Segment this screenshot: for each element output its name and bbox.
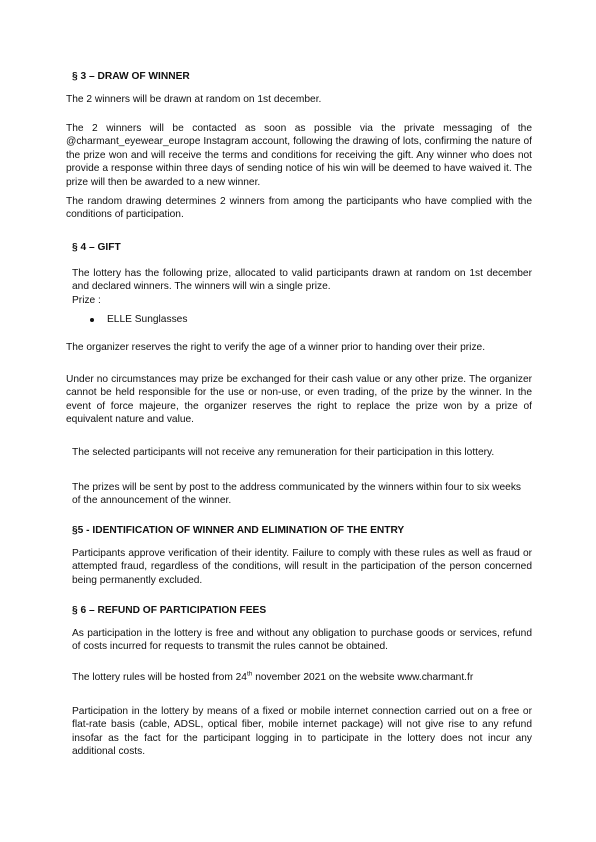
ordinal-suffix: th [246, 670, 253, 678]
hosted-website-text: november 2021 on the website www.charmant.fr [252, 672, 474, 683]
prize-list-item [90, 313, 390, 327]
bullet-icon [90, 318, 94, 322]
prize-item-text: ELLE Sunglasses [107, 314, 188, 325]
section-5-paragraph-1: Participants approve verification of their identity. Failure to comply with these rules as well as fraud or attempted fraud, regardless of the conditions, will result in the participation of the person concerned being permanently excluded. [72, 548, 532, 586]
section-6-paragraph-2 [72, 671, 532, 684]
section-4-paragraph-1: The lottery has the following prize, allocated to valid participants drawn at random on 1st december and declared winners. The winners will win a single prize. [72, 268, 532, 293]
section-3-paragraph-1: The 2 winners will be drawn at random on 1st december. [66, 94, 322, 105]
section-4-heading: § 4 – GIFT [72, 242, 121, 253]
prize-label: Prize : [72, 295, 101, 306]
section-6-paragraph-3: Participation in the lottery by means of a fixed or mobile internet connection carried out on a free or flat-rate basis (cable, ADSL, optical fiber, mobile internet package) will not give rise to any refund insofar as the fact for the participant logging in to participate in the lottery does not incur any additional costs. [72, 706, 532, 758]
hosted-from-text: The lottery rules will be hosted from 24 [72, 672, 247, 683]
section-3-heading: § 3 – DRAW OF WINNER [72, 71, 190, 82]
section-6-heading: § 6 – REFUND OF PARTICIPATION FEES [72, 605, 267, 616]
section-6-paragraph-1: As participation in the lottery is free and without any obligation to purchase goods or services, refund of costs incurred for requests to transmit the rules cannot be obtained. [72, 628, 532, 653]
section-4-paragraph-5: The prizes will be sent by post to the address communicated by the winners within four to six weeks of the announcement of the winner. [72, 482, 522, 507]
section-3-paragraph-2: The 2 winners will be contacted as soon as possible via the private messaging of the @charmant_eyewear_europe Instagram account, following the drawing of lots, confirming the nature of the prize won and will receive the terms and conditions for receiving the gift. Any winner who does not provide a response within three days of sending notice of his win will be deemed to have waived it. The prize will then be awarded to a new winner. [66, 123, 532, 188]
section-5-heading: §5 - IDENTIFICATION OF WINNER AND ELIMINATION OF THE ENTRY [72, 525, 405, 536]
section-3-paragraph-3: The random drawing determines 2 winners from among the participants who have complied with the conditions of participation. [66, 196, 532, 221]
section-4-paragraph-3: Under no circumstances may prize be exchanged for their cash value or any other prize. The organizer cannot be held responsible for the use or non-use, or even trading, of the prize by the winner. In the event of force majeure, the organizer reserves the right to replace the prize won by a prize of equivalent nature and value. [66, 374, 532, 426]
section-4-paragraph-4: The selected participants will not receive any remuneration for their participation in this lottery. [72, 447, 495, 458]
section-4-paragraph-2: The organizer reserves the right to verify the age of a winner prior to handing over their prize. [66, 342, 486, 353]
